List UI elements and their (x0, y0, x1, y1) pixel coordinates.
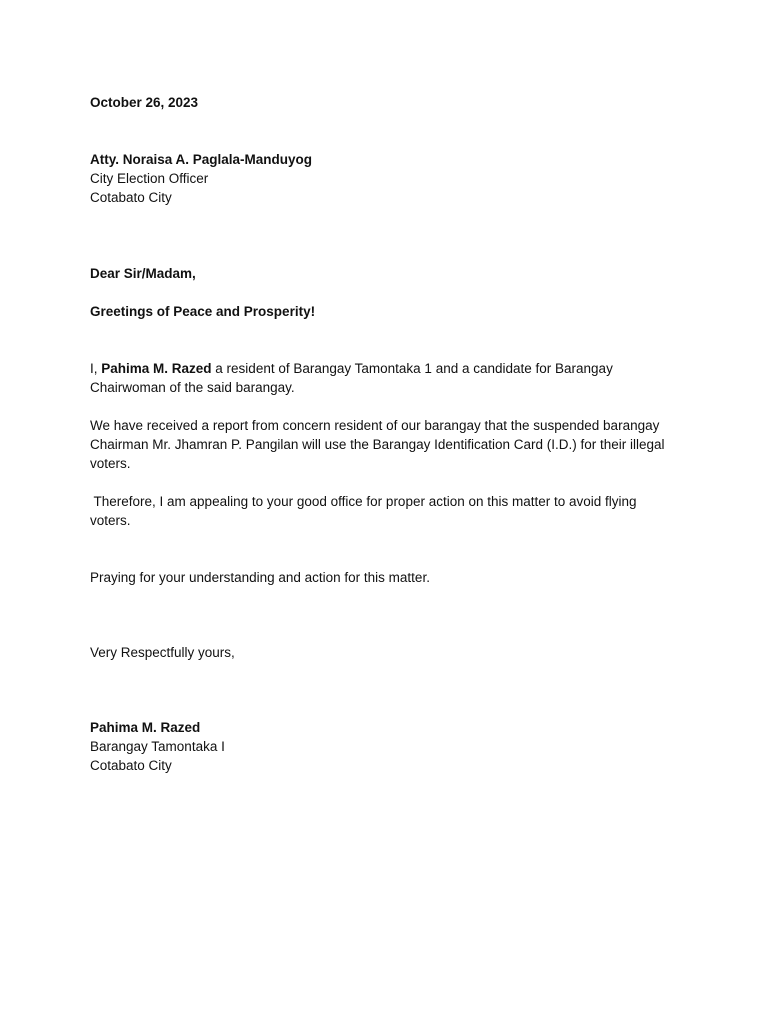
signature-block (90, 718, 690, 775)
paragraph-prayer-line: Praying for your understanding and action for this matter. (90, 570, 430, 585)
paragraph-report-line-3: voters. (90, 456, 131, 471)
recipient-block (90, 150, 690, 207)
signature-name: Pahima M. Razed (90, 720, 201, 735)
paragraph-report (90, 416, 690, 473)
paragraph-appeal-line-2: voters. (90, 513, 131, 528)
recipient-title: City Election Officer (90, 171, 209, 186)
paragraph-report-line-2: Chairman Mr. Jhamran P. Pangilan will use the Barangay Identification Card (I.D.) for their illegal (90, 437, 665, 452)
paragraph-report-line-1: We have received a report from concern resident of our barangay that the suspended barangay (90, 418, 660, 433)
paragraph-prayer (90, 568, 690, 587)
closing: Very Respectfully yours, (90, 645, 235, 660)
intro-line-1-rest: a resident of Barangay Tamontaka 1 and a candidate for Barangay (211, 361, 613, 376)
letter-date: October 26, 2023 (90, 95, 199, 110)
signature-city: Cotabato City (90, 758, 172, 773)
intro-prefix: I, (90, 361, 102, 376)
recipient-name: Atty. Noraisa A. Paglala-Manduyog (90, 152, 313, 167)
paragraph-introduction (90, 359, 690, 397)
paragraph-introduction-line-1 (90, 359, 690, 378)
letter-date-block (90, 93, 690, 112)
paragraph-appeal (90, 492, 690, 530)
signature-address: Barangay Tamontaka I (90, 739, 225, 754)
greeting-block (90, 302, 690, 321)
salutation: Dear Sir/Madam, (90, 266, 196, 281)
salutation-block (90, 264, 690, 283)
paragraph-appeal-line-1: Therefore, I am appealing to your good office for proper action on this matter to avoid flying (90, 494, 637, 509)
recipient-location: Cotabato City (90, 190, 172, 205)
intro-sender-name: Pahima M. Razed (101, 361, 212, 376)
greeting: Greetings of Peace and Prosperity! (90, 304, 316, 319)
closing-block (90, 643, 690, 662)
paragraph-introduction-line-2: Chairwoman of the said barangay. (90, 380, 295, 395)
